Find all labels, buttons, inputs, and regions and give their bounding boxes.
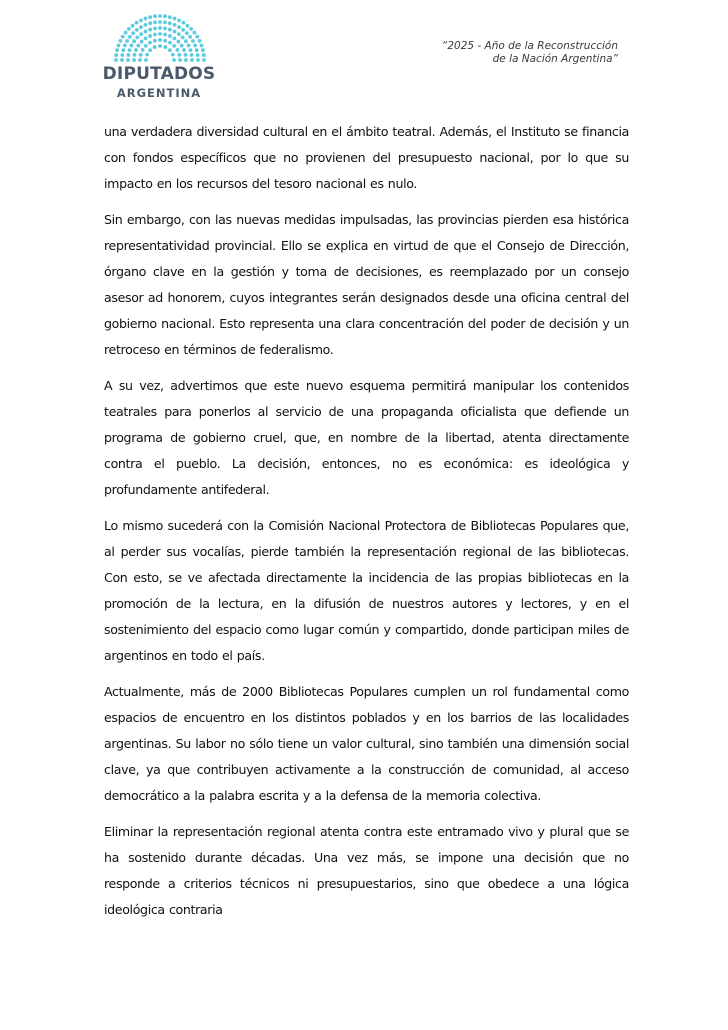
hemicycle-seat-dot [135,28,139,32]
hemicycle-seat-dot [184,39,188,43]
hemicycle-seat-dot [180,44,184,48]
hemicycle-seat-dot [144,58,148,62]
hemicycle-seat-dot [178,58,182,62]
hemicycle-seat-dot [189,27,193,31]
hemicycle-seat-dot [139,53,143,57]
paragraph: Actualmente, más de 2000 Bibliotecas Populares cumplen un rol fundamental como espacios de encuentro en los distintos poblados y en los barrios de las localidades argentinas. Su labor no sólo tiene un valor cultural, sino también una dimensión social clave, ya que contribuyen activamente a la construcción de comunidad, al acceso democrático a la palabra escrita y a la defensa de la memoria colectiva. [104,684,629,803]
hemicycle-seat-dot [163,20,167,24]
hemicycle-seat-dot [182,21,186,25]
hemicycle-seat-dot [153,14,157,18]
hemicycle-seat-dot [121,35,125,39]
hemicycle-seat-dot [158,14,162,18]
logo-subtitle: ARGENTINA [116,86,202,100]
hemicycle-seat-dot [144,36,148,40]
hemicycle-seat-dot [173,23,177,27]
hemicycle-seat-dot [148,34,152,38]
hemicycle-seat-dot [148,21,152,25]
hemicycle-seat-dot [144,44,148,48]
hemicycle-seat-dot [158,20,162,24]
hemicycle-seat-dot [118,39,122,43]
hemicycle-seat-dot [117,44,121,48]
hemicycle-seat-dot [158,44,162,48]
hemicycle-seat-dot [190,58,194,62]
hemicycle-seat-dot [126,58,130,62]
hemicycle-seat-dot [128,35,132,39]
hemicycle-seat-dot [184,58,188,62]
hemicycle-seat-dot [123,44,127,48]
hemicycle-seat-dot [187,44,191,48]
hemicycle-seat-dot [172,58,176,62]
hemicycle-seat-dot [158,38,162,42]
hemicycle-seat-dot [153,20,157,24]
hemicycle-seat-dot [139,25,143,29]
diputados-logo [100,8,220,100]
hemicycle-seat-dot [188,35,192,39]
hemicycle-seat-dot [168,28,172,32]
hemicycle-seat-dot [175,48,179,52]
hemicycle-seat-dot [125,39,129,43]
hemicycle-seat-dot [181,28,185,32]
hemicycle-seat-dot [135,35,139,39]
hemicycle-seat-dot [190,53,194,57]
hemicycle-seat-dot [138,58,142,62]
hemicycle-seat-dot [158,26,162,30]
hemicycle-seat-dot [139,32,143,36]
hemicycle-seat-dot [114,53,118,57]
hemicycle-seat-dot [128,48,132,52]
hemicycle-seat-dot [202,58,206,62]
paragraph: una verdadera diversidad cultural en el ámbito teatral. Además, el Instituto se financia con fondos específicos que no provienen del presupuesto nacional, por lo que su impacto en los recursos del tesoro nacional es nulo. [104,124,629,191]
hemicycle-seat-dot [124,31,128,35]
hemicycle-seat-dot [131,31,135,35]
hemicycle-seat-dot [148,28,152,32]
hemicycle-seat-dot [132,58,136,62]
hemicycle-seat-dot [134,48,138,52]
paragraph: Lo mismo sucederá con la Comisión Nacional Protectora de Bibliotecas Populares que, al perder sus vocalías, pierde también la representación regional de las bibliotecas. Con esto, se ve afectada directamente la incidencia de las propias bibliotecas en la promoción de la lectura, en la difusión de nuestros autores y lectores, y en el sostenimiento del espacio como lugar común y compartido, donde participan miles de argentinos en todo el país. [104,518,629,663]
hemicycle-seat-dot [184,53,188,57]
hemicycle-seat-dot [126,53,130,57]
hemicycle-seat-dot [121,48,125,52]
hemicycle-seat-dot [153,39,157,43]
hemicycle-seat-dot [120,58,124,62]
hemicycle-seat-dot [201,48,205,52]
hemicycle-seat-dot [163,14,167,18]
hemicycle-seat-dot [177,32,181,36]
hemicycle-seat-dot [148,48,152,52]
hemicycle-seat-dot [132,39,136,43]
hemicycle-seat-dot [177,53,181,57]
hemicycle-seat-dot [130,44,134,48]
hemicycle-seat-dot [133,53,137,57]
hemicycle-seat-dot [195,48,199,52]
hemicycle-seat-dot [148,15,152,19]
hemicycle-seat-dot [144,17,148,21]
hemicycle-seat-dot [158,32,162,36]
hemicycle-seat-dot [177,18,181,22]
hemicycle-seat-dot [173,30,177,34]
hemicycle-seat-dot [193,44,197,48]
hemicycle-seat-dot [163,26,167,30]
hemicycle-seat-dot [186,24,190,28]
hemicycle-seat-dot [196,53,200,57]
hemicycle-seat-dot [145,53,149,57]
hemicycle-seat-dot [171,53,175,57]
hemicycle-seat-dot [114,58,118,62]
hemicycle-seat-dot [168,34,172,38]
hemicycle-seat-dot [163,39,167,43]
hemicycle-seat-dot [163,33,167,37]
hemicycle-seat-dot [153,33,157,37]
congress-hemicycle-icon [114,10,206,62]
hemicycle-seat-dot [198,39,202,43]
hemicycle-seat-dot [131,24,135,28]
hemicycle-seat-dot [185,31,189,35]
hemicycle-seat-dot [135,21,139,25]
paragraph: Sin embargo, con las nuevas medidas impulsadas, las provincias pierden esa histórica representatividad provincial. Ello se explica en virtud de que el Consejo de Dirección, órgano clave en la gestión y toma de decisiones, es reemplazado por un consejo asesor ad honorem, cuyos integrantes serán designados desde una oficina central del gobierno nacional. Esto representa una clara concentración del poder de decisión y un retroceso en términos de federalismo. [104,212,629,357]
header-motto [442,40,618,66]
hemicycle-seat-dot [163,45,167,49]
paragraph: A su vez, advertimos que este nuevo esquema permitirá manipular los contenidos teatrales para ponerlos al servicio de una propaganda oficialista que defiende un programa de gobierno cruel, que, en nombre de la libertad, atenta directamente contra el pueblo. La decisión, entonces, no es económica: es ideológica y profundamente antifederal. [104,378,629,497]
hemicycle-seat-dot [141,48,145,52]
paragraph: Eliminar la representación regional atenta contra este entramado vivo y plural que se ha sostenido durante décadas. Una vez más, se impone una decisión que no responde a criterios técnicos ni presupuestarios, sino que obedece a una lógica ideológica contraria [104,824,629,917]
hemicycle-seat-dot [196,58,200,62]
hemicycle-seat-dot [168,41,172,45]
hemicycle-seat-dot [176,40,180,44]
hemicycle-seat-dot [177,25,181,29]
hemicycle-seat-dot [172,44,176,48]
hemicycle-seat-dot [191,39,195,43]
hemicycle-seat-dot [115,48,119,52]
hemicycle-seat-dot [173,17,177,21]
hemicycle-seat-dot [202,53,206,57]
hemicycle-seat-dot [127,27,131,31]
hemicycle-seat-dot [139,18,143,22]
motto-line-1: “2025 - Año de la Reconstrucción [441,40,618,52]
hemicycle-seat-dot [120,53,124,57]
hemicycle-seat-dot [195,35,199,39]
hemicycle-seat-dot [200,44,204,48]
hemicycle-seat-dot [182,48,186,52]
hemicycle-seat-dot [168,21,172,25]
hemicycle-seat-dot [136,44,140,48]
hemicycle-seat-dot [189,48,193,52]
motto-line-2: de la Nación Argentina” [492,53,618,65]
hemicycle-seat-dot [181,35,185,39]
hemicycle-seat-dot [153,45,157,49]
hemicycle-seat-dot [144,30,148,34]
hemicycle-seat-dot [148,41,152,45]
logo-title: DIPUTADOS [102,64,216,84]
hemicycle-seat-dot [173,36,177,40]
hemicycle-seat-dot [140,40,144,44]
hemicycle-seat-dot [144,23,148,27]
hemicycle-seat-dot [153,26,157,30]
document-body [104,119,629,933]
hemicycle-seat-dot [168,48,172,52]
hemicycle-seat-dot [168,15,172,19]
hemicycle-seat-dot [193,31,197,35]
